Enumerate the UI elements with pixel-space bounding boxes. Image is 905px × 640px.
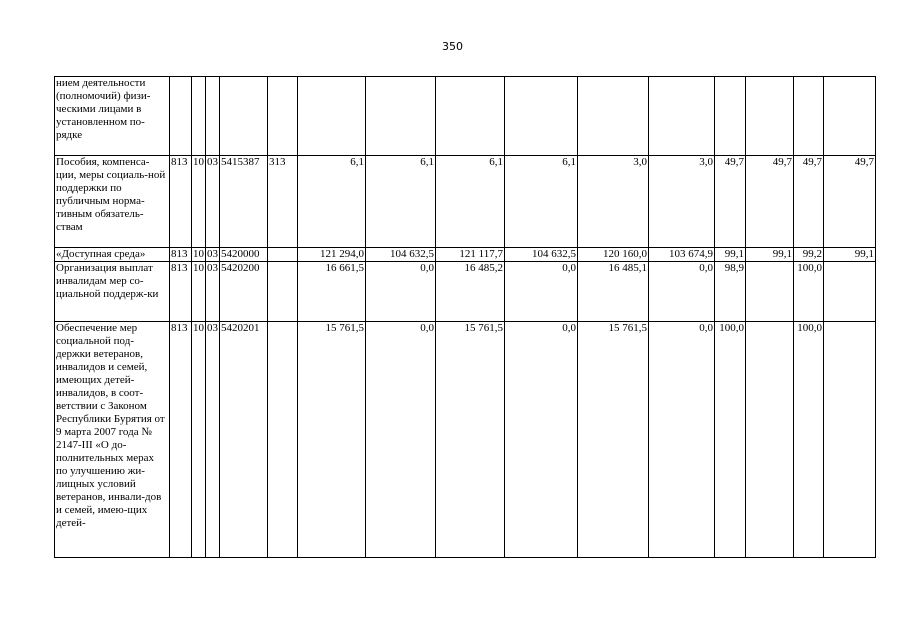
expense-type-code bbox=[268, 77, 298, 156]
percent-cell: 99,2 bbox=[794, 248, 824, 262]
ministry-code: 813 bbox=[170, 322, 192, 558]
percent-cell bbox=[715, 77, 746, 156]
value-cell: 15 761,5 bbox=[436, 322, 505, 558]
value-cell bbox=[298, 77, 366, 156]
table-row bbox=[55, 322, 876, 558]
percent-cell bbox=[746, 262, 794, 322]
row-name: «Доступная среда» bbox=[55, 248, 170, 262]
section-code: 10 bbox=[193, 248, 204, 260]
percent-cell: 98,9 bbox=[715, 262, 746, 322]
ministry-code bbox=[170, 77, 192, 156]
percent-cell: 49,7 bbox=[824, 156, 876, 248]
table-row bbox=[55, 248, 876, 262]
value-cell: 121 117,7 bbox=[436, 248, 505, 262]
value-cell: 0,0 bbox=[366, 262, 436, 322]
percent-cell bbox=[794, 77, 824, 156]
percent-cell: 49,7 bbox=[715, 156, 746, 248]
value-cell: 104 632,5 bbox=[505, 248, 578, 262]
value-cell: 6,1 bbox=[298, 156, 366, 248]
target-item-code bbox=[220, 77, 268, 156]
percent-cell bbox=[746, 77, 794, 156]
section-code bbox=[192, 77, 206, 156]
value-cell: 0,0 bbox=[649, 262, 715, 322]
percent-cell: 49,7 bbox=[794, 156, 824, 248]
expense-type-code bbox=[268, 322, 298, 558]
percent-cell: 99,1 bbox=[715, 248, 746, 262]
value-cell: 6,1 bbox=[366, 156, 436, 248]
section-code: 10 bbox=[192, 262, 206, 322]
percent-cell: 99,1 bbox=[824, 248, 876, 262]
section-code: 10 bbox=[192, 156, 206, 248]
ministry-code: 813 bbox=[170, 248, 192, 262]
expense-type-code bbox=[268, 262, 298, 322]
value-cell: 0,0 bbox=[505, 322, 578, 558]
value-cell: 121 294,0 bbox=[298, 248, 366, 262]
budget-execution-table bbox=[54, 76, 876, 558]
expense-type-code: 313 bbox=[268, 156, 298, 248]
table-row bbox=[55, 262, 876, 322]
value-cell: 6,1 bbox=[505, 156, 578, 248]
value-cell: 0,0 bbox=[505, 262, 578, 322]
ministry-code: 813 bbox=[170, 262, 192, 322]
value-cell: 15 761,5 bbox=[298, 322, 366, 558]
subsection-code: 03 bbox=[206, 156, 220, 248]
percent-cell: 49,7 bbox=[746, 156, 794, 248]
value-cell: 103 674,9 bbox=[649, 248, 715, 262]
table-row bbox=[55, 77, 876, 156]
row-name: нием деятельности (полномочий) физи-ческими лицами в установленном по-рядке bbox=[55, 77, 170, 156]
ministry-code: 813 bbox=[170, 156, 192, 248]
value-cell bbox=[436, 77, 505, 156]
subsection-code: 03 bbox=[206, 322, 220, 558]
target-item-code: 5420000 bbox=[220, 248, 268, 262]
table-row bbox=[55, 156, 876, 248]
expense-type-code bbox=[268, 248, 298, 262]
value-cell bbox=[505, 77, 578, 156]
percent-cell: 100,0 bbox=[794, 262, 824, 322]
percent-cell: 99,1 bbox=[746, 248, 794, 262]
value-cell: 16 661,5 bbox=[298, 262, 366, 322]
percent-cell bbox=[824, 322, 876, 558]
subsection-code: 03 bbox=[207, 248, 218, 260]
row-name: Организация выплат инвалидам мер со-циальной поддерж-ки bbox=[55, 262, 170, 322]
target-item-code: 5415387 bbox=[220, 156, 268, 248]
value-cell: 15 761,5 bbox=[578, 322, 649, 558]
section-code: 10 bbox=[192, 322, 206, 558]
value-cell bbox=[649, 77, 715, 156]
subsection-code bbox=[206, 77, 220, 156]
value-cell: 6,1 bbox=[436, 156, 505, 248]
subsection-code: 03 bbox=[206, 262, 220, 322]
value-cell: 3,0 bbox=[649, 156, 715, 248]
value-cell: 0,0 bbox=[649, 322, 715, 558]
value-cell bbox=[366, 77, 436, 156]
value-cell: 0,0 bbox=[366, 322, 436, 558]
target-item-code: 5420201 bbox=[220, 322, 268, 558]
value-cell bbox=[578, 77, 649, 156]
percent-cell bbox=[824, 262, 876, 322]
percent-cell bbox=[824, 77, 876, 156]
percent-cell bbox=[746, 322, 794, 558]
row-name: Обеспечение мер социальной под-держки ветеранов, инвалидов и семей, имеющих детей-инвалидов, в соот-ветствии с Законом Республики Бурятия от 9 марта 2007 года № 2147-III «О до-полнительных мерах по улучшению жи-лищных условий ветеранов, инвали-дов и семей, имею-щих детей- bbox=[55, 322, 170, 558]
value-cell: 16 485,2 bbox=[436, 262, 505, 322]
percent-cell: 100,0 bbox=[715, 322, 746, 558]
value-cell: 104 632,5 bbox=[366, 248, 436, 262]
value-cell: 3,0 bbox=[578, 156, 649, 248]
target-item-code: 5420200 bbox=[220, 262, 268, 322]
percent-cell: 100,0 bbox=[794, 322, 824, 558]
value-cell: 120 160,0 bbox=[578, 248, 649, 262]
page-number: 350 bbox=[442, 40, 463, 53]
row-name: Пособия, компенса-ции, меры социаль-ной поддержки по публичным норма-тивным обязатель-ствам bbox=[55, 156, 170, 248]
value-cell: 16 485,1 bbox=[578, 262, 649, 322]
